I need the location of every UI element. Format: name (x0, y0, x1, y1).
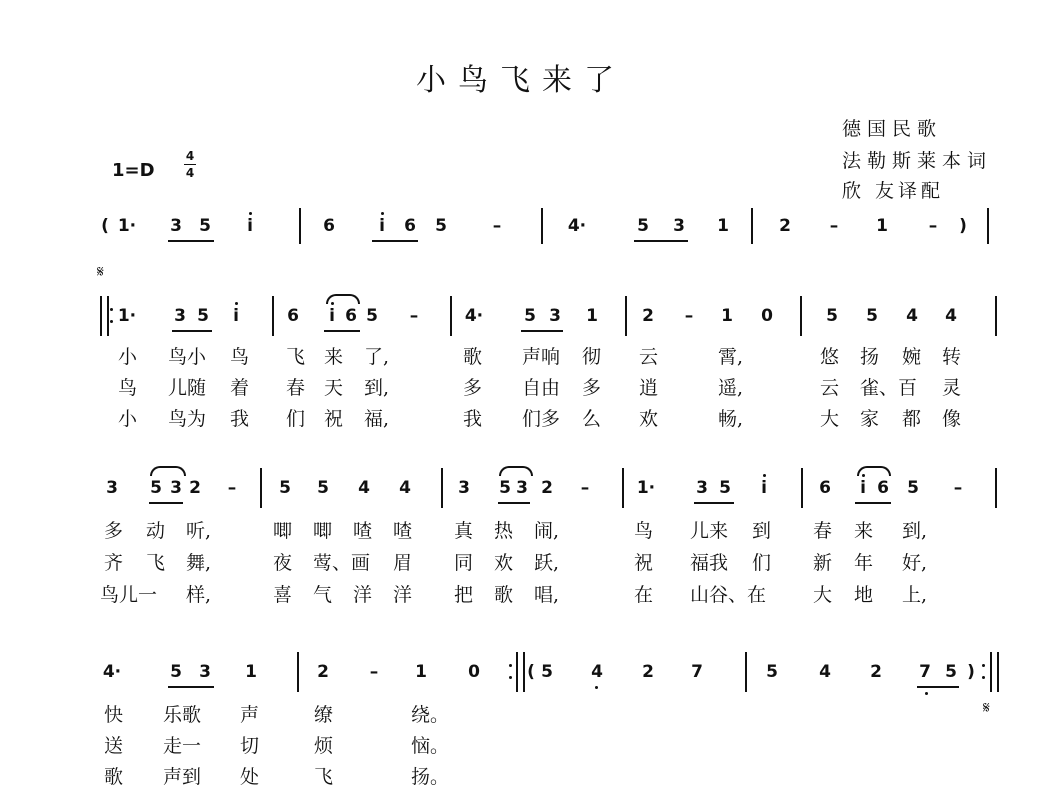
note: i (761, 478, 767, 498)
lyric: 恼。 (411, 735, 450, 757)
underline (168, 240, 214, 242)
barline (260, 468, 262, 508)
underline (498, 502, 530, 504)
lyric: 多 (463, 377, 483, 399)
lyric: 云 (639, 346, 659, 368)
lyric: 们多 (522, 408, 561, 430)
low-octave-dot (925, 692, 928, 695)
lyric: 喳 (393, 520, 413, 542)
lyric: 小 (118, 346, 138, 368)
note: 5 (945, 662, 957, 682)
note: 3 (516, 478, 528, 498)
lyric: 声到 (163, 766, 202, 788)
lyric: 鸟小 (168, 346, 207, 368)
note: 5 (541, 662, 553, 682)
note: 2 (642, 306, 654, 326)
note: 1 (717, 216, 729, 236)
note: 4· (567, 216, 587, 236)
lyric: 缭 (314, 704, 334, 726)
credit-lyricist: 法勒斯莱本词 (842, 150, 993, 172)
underline (634, 240, 688, 242)
note: 5 (637, 216, 649, 236)
lyric: 们 (286, 408, 306, 430)
note: 1 (721, 306, 733, 326)
lyric: 天 (324, 377, 344, 399)
note: 4 (591, 662, 603, 682)
melody-line-1 (0, 306, 1042, 346)
paren-open: ( (527, 662, 535, 682)
lyric: 听, (186, 520, 212, 542)
slur (857, 466, 891, 476)
note: 2 (189, 478, 201, 498)
barline (297, 652, 299, 692)
note: 5 (199, 216, 211, 236)
note: i (329, 306, 335, 326)
lyric: 飞 (314, 766, 334, 788)
lyric: 热 (494, 520, 514, 542)
note: 7 (919, 662, 931, 682)
barline (995, 468, 997, 508)
lyric: 齐 (104, 552, 124, 574)
lyric: 悠 (820, 346, 840, 368)
lyric: 么 (582, 408, 602, 430)
note: 1· (117, 306, 137, 326)
lyric: 莺、画 (313, 552, 371, 574)
note: 0 (468, 662, 480, 682)
time-signature-top: 4 (185, 149, 195, 163)
note: i (233, 306, 239, 326)
note: i (247, 216, 253, 236)
high-octave-dot (381, 212, 384, 215)
repeat-dot (110, 320, 113, 323)
barline (541, 208, 543, 244)
lyrics-verse-3-line-3 (0, 762, 1042, 802)
high-octave-dot (235, 302, 238, 305)
lyric: 欢 (494, 552, 514, 574)
note: 5 (279, 478, 291, 498)
lyric: 着 (230, 377, 250, 399)
note: 5 (435, 216, 447, 236)
lyric: 自由 (522, 377, 561, 399)
segno-sign: 𝄋 (97, 262, 104, 281)
lyric: 我 (230, 408, 250, 430)
lyric: 我 (463, 408, 483, 430)
lyric: 声 (240, 704, 260, 726)
underline (168, 686, 214, 688)
lyric: 跃, (534, 552, 560, 574)
note: 1 (245, 662, 257, 682)
note: 1 (415, 662, 427, 682)
note: 5 (826, 306, 838, 326)
barline (299, 208, 301, 244)
lyric: 唧 (273, 520, 293, 542)
underline (694, 502, 734, 504)
lyric: 遥, (718, 377, 744, 399)
note: 6 (404, 216, 416, 236)
lyric: 洋 (353, 584, 373, 606)
lyric: 新 (813, 552, 833, 574)
repeat-dot (509, 664, 512, 667)
lyric: 们 (752, 552, 772, 574)
lyrics-verse-3-line-2 (0, 580, 1042, 620)
high-octave-dot (249, 212, 252, 215)
note: 4 (906, 306, 918, 326)
lyric: 扬 (860, 346, 880, 368)
lyric: 送 (104, 735, 124, 757)
lyric: 大 (820, 408, 840, 430)
lyric: 山谷、在 (690, 584, 767, 606)
lyric: 快 (104, 704, 124, 726)
lyric: 烦 (314, 735, 334, 757)
note: 5 (150, 478, 162, 498)
note: 3 (174, 306, 186, 326)
lyric: 来 (854, 520, 874, 542)
note: 2 (642, 662, 654, 682)
note: 1· (636, 478, 656, 498)
segno-sign-end: 𝄋 (983, 698, 990, 717)
lyric: 儿来 (690, 520, 729, 542)
lyric: 鸟 (634, 520, 654, 542)
underline (149, 502, 183, 504)
song-title: 小鸟飞来了 (416, 63, 626, 98)
barline (800, 296, 802, 336)
repeat-dot (982, 664, 985, 667)
repeat-double-barline (516, 652, 525, 692)
lyric: 福, (364, 408, 390, 430)
lyric: 歌 (104, 766, 124, 788)
intro-open-paren: ( (101, 216, 109, 236)
note: 2 (317, 662, 329, 682)
underline (172, 330, 212, 332)
lyric: 春 (286, 377, 306, 399)
lyric: 把 (454, 584, 474, 606)
note: 4 (945, 306, 957, 326)
lyric: 欢 (639, 408, 659, 430)
lyric: 鸟 (230, 346, 250, 368)
high-octave-dot (763, 474, 766, 477)
underline (372, 240, 418, 242)
lyric: 好, (902, 552, 928, 574)
lyric: 乐歌 (163, 704, 202, 726)
lyric: 真 (454, 520, 474, 542)
lyric: 婉 (902, 346, 922, 368)
barline (625, 296, 627, 336)
lyric: 唱, (534, 584, 560, 606)
lyric: 鸟 (118, 377, 138, 399)
lyric: 年 (854, 552, 874, 574)
note: 1 (586, 306, 598, 326)
repeat-dot (110, 308, 113, 311)
lyric: 闹, (534, 520, 560, 542)
lyric: 到, (364, 377, 390, 399)
barline (272, 296, 274, 336)
lyric: 气 (313, 584, 333, 606)
lyric: 小 (118, 408, 138, 430)
lyric: 畅, (718, 408, 744, 430)
note: 5 (197, 306, 209, 326)
note: 1· (117, 216, 137, 236)
note: 3 (673, 216, 685, 236)
note: 3 (170, 478, 182, 498)
barline (751, 208, 753, 244)
lyric: 扬。 (411, 766, 450, 788)
lyric: 走一 (163, 735, 202, 757)
lyric: 样, (186, 584, 212, 606)
note: – (492, 216, 502, 236)
note: – (953, 478, 963, 498)
lyric: 鸟为 (168, 408, 207, 430)
note: 4 (819, 662, 831, 682)
lyric: 鸟儿一 (100, 584, 158, 606)
lyric: 祝 (324, 408, 344, 430)
slur (499, 466, 533, 476)
note: 3 (106, 478, 118, 498)
credit-translator: 欣 友译配 (842, 180, 945, 202)
barline (745, 652, 747, 692)
lyric: 都 (902, 408, 922, 430)
note: – (580, 478, 590, 498)
lyric: 歌 (494, 584, 514, 606)
lyric: 雀、百 (860, 377, 918, 399)
barline (995, 296, 997, 336)
lyric: 到 (752, 520, 772, 542)
note: i (379, 216, 385, 236)
lyric: 春 (813, 520, 833, 542)
note: 3 (458, 478, 470, 498)
lyric: 灵 (942, 377, 962, 399)
barline (801, 468, 803, 508)
lyric: 舞, (186, 552, 212, 574)
note: – (928, 216, 938, 236)
lyric: 切 (240, 735, 260, 757)
note: – (409, 306, 419, 326)
lyric: 飞 (286, 346, 306, 368)
lyric: 飞 (146, 552, 166, 574)
barline (987, 208, 989, 244)
note: 7 (691, 662, 703, 682)
lyric: 上, (902, 584, 928, 606)
note: 5 (499, 478, 511, 498)
lyric: 喜 (273, 584, 293, 606)
barline (622, 468, 624, 508)
lyric: 夜 (273, 552, 293, 574)
barline (441, 468, 443, 508)
lyric: 在 (634, 584, 654, 606)
lyric: 转 (942, 346, 962, 368)
note: 6 (323, 216, 335, 236)
melody-line-2 (0, 478, 1042, 518)
note: 2 (870, 662, 882, 682)
lyric: 来 (324, 346, 344, 368)
lyric: 同 (454, 552, 474, 574)
note: 6 (877, 478, 889, 498)
repeat-dot (509, 676, 512, 679)
note: 6 (819, 478, 831, 498)
note: 3 (199, 662, 211, 682)
lyric: 声响 (522, 346, 561, 368)
low-octave-dot (595, 686, 598, 689)
note: 5 (317, 478, 329, 498)
lyric: 歌 (463, 346, 483, 368)
lyrics-verse-3-line-1 (0, 404, 1042, 444)
note: 0 (761, 306, 773, 326)
note: 3 (549, 306, 561, 326)
lyric: 地 (854, 584, 874, 606)
melody-line-3 (0, 662, 1042, 702)
underline (917, 686, 959, 688)
note: 4· (464, 306, 484, 326)
note: 4 (358, 478, 370, 498)
repeat-end-barline (990, 652, 999, 692)
lyric: 祝 (634, 552, 654, 574)
note: 5 (866, 306, 878, 326)
note: 5 (170, 662, 182, 682)
note: – (829, 216, 839, 236)
note: 6 (287, 306, 299, 326)
note: – (369, 662, 379, 682)
slur (326, 294, 360, 304)
time-signature-bottom: 4 (185, 166, 195, 180)
lyric: 多 (582, 377, 602, 399)
lyric: 彻 (582, 346, 602, 368)
lyric: 霄, (718, 346, 744, 368)
credit-origin: 德国民歌 (842, 118, 943, 140)
lyric: 云 (820, 377, 840, 399)
lyric: 了, (364, 346, 390, 368)
key-signature: 1=D (112, 160, 155, 181)
lyric: 家 (860, 408, 880, 430)
lyric: 到, (902, 520, 928, 542)
underline (324, 330, 360, 332)
lyric: 动 (146, 520, 166, 542)
time-signature (184, 150, 196, 179)
lyric: 处 (240, 766, 260, 788)
note: 6 (345, 306, 357, 326)
lyric: 儿随 (168, 377, 207, 399)
lyric: 逍 (639, 377, 659, 399)
paren-close: ) (967, 662, 975, 682)
underline (855, 502, 891, 504)
lyric: 大 (813, 584, 833, 606)
underline (521, 330, 563, 332)
lyric: 像 (942, 408, 962, 430)
note: – (684, 306, 694, 326)
intro-row (0, 216, 1042, 256)
repeat-dot (982, 676, 985, 679)
note: 5 (524, 306, 536, 326)
repeat-start-barline (100, 296, 109, 336)
note: – (227, 478, 237, 498)
barline (450, 296, 452, 336)
lyric: 眉 (393, 552, 413, 574)
lyric: 福我 (690, 552, 729, 574)
note: 5 (719, 478, 731, 498)
note: 4· (102, 662, 122, 682)
note: 4 (399, 478, 411, 498)
note: 3 (170, 216, 182, 236)
note: 5 (366, 306, 378, 326)
note: 5 (766, 662, 778, 682)
lyric: 喳 (353, 520, 373, 542)
lyric: 多 (104, 520, 124, 542)
note: 2 (541, 478, 553, 498)
lyric: 唧 (313, 520, 333, 542)
slur (150, 466, 186, 476)
intro-close-paren: ) (959, 216, 967, 236)
lyric: 绕。 (411, 704, 450, 726)
note: 1 (876, 216, 888, 236)
note: 5 (907, 478, 919, 498)
note: 2 (779, 216, 791, 236)
note: i (860, 478, 866, 498)
note: 3 (696, 478, 708, 498)
lyric: 洋 (393, 584, 413, 606)
